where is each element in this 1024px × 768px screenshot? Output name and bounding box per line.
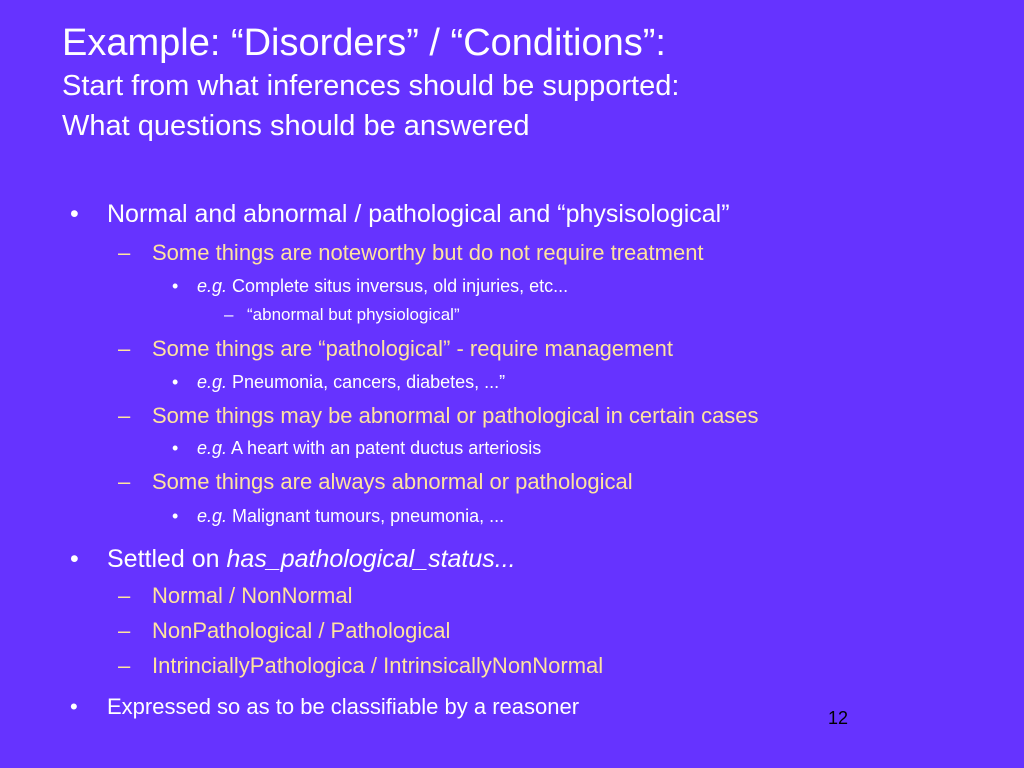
example-situs-inversus (197, 276, 568, 297)
bullet-marker-small: • (172, 276, 179, 296)
eg-label: e.g. (197, 506, 228, 526)
bullet-settled-on (107, 545, 516, 574)
bullet-marker: • (70, 694, 78, 719)
slide-subtitle-2: What questions should be answered (62, 110, 530, 142)
slide-title-block (62, 20, 679, 146)
bullet-marker-small: • (172, 506, 179, 526)
dash-marker-small: – (224, 305, 234, 324)
has-pathological-status: has_pathological_status... (226, 545, 516, 573)
bullet-marker-small: • (172, 372, 179, 392)
sub-certain-cases: Some things may be abnormal or pathological in certain cases (152, 403, 759, 428)
example-text: A heart with an patent ductus arteriosis (227, 438, 542, 458)
value-nonpathological-pathological: NonPathological / Pathological (152, 618, 451, 643)
settled-prefix: Settled on (107, 545, 227, 573)
dash-marker: – (118, 583, 131, 608)
sub-pathological: Some things are “pathological” - require management (152, 336, 673, 361)
page-number: 12 (828, 708, 849, 728)
eg-label: e.g. (197, 372, 228, 392)
value-intrinsically: IntrinciallyPathologica / IntrinsicallyNonNormal (152, 653, 604, 678)
dash-marker: – (118, 469, 131, 494)
example-text: Complete situs inversus, old injuries, etc... (227, 276, 569, 296)
dash-marker: – (118, 403, 131, 428)
example-tumours (197, 506, 504, 527)
example-ductus (197, 438, 541, 459)
example-text: Malignant tumours, pneumonia, ... (227, 506, 505, 526)
bullet-expressed-classifiable: Expressed so as to be classifiable by a reasoner (107, 694, 580, 719)
bullet-marker-small: • (172, 438, 179, 458)
sub-noteworthy: Some things are noteworthy but do not require treatment (152, 240, 704, 265)
value-normal-nonnormal: Normal / NonNormal (152, 583, 353, 608)
dash-marker: – (118, 653, 131, 678)
example-pneumonia (197, 372, 505, 393)
sub-always-abnormal: Some things are always abnormal or pathological (152, 469, 633, 494)
abnormal-but-physiological: “abnormal but physiological” (247, 305, 460, 324)
bullet-normal-abnormal: Normal and abnormal / pathological and “physisological” (107, 200, 730, 228)
slide-subtitle-1: Start from what inferences should be supported: (62, 70, 680, 102)
eg-label: e.g. (197, 438, 228, 458)
slide-title: Example: “Disorders” / “Conditions”: (62, 22, 666, 64)
bullet-marker: • (70, 200, 79, 228)
dash-marker: – (118, 618, 131, 643)
dash-marker: – (118, 240, 131, 265)
bullet-marker: • (70, 545, 79, 573)
eg-label: e.g. (197, 276, 228, 296)
dash-marker: – (118, 336, 131, 361)
example-text: Pneumonia, cancers, diabetes, ...” (227, 372, 506, 392)
